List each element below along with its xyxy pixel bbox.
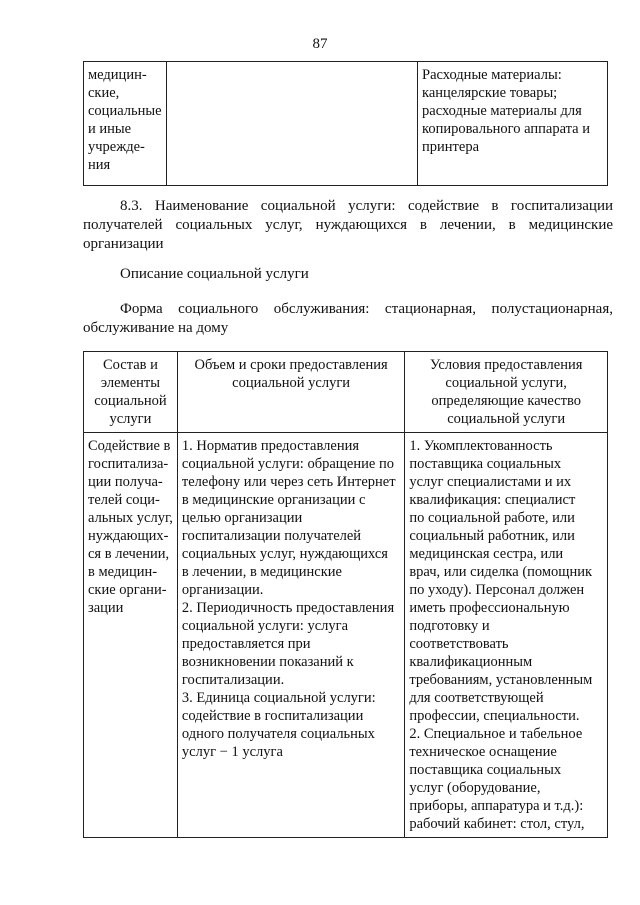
service-form <box>83 300 613 338</box>
cell-line: зации <box>88 600 124 616</box>
cell-line: предоставляется при <box>181 636 311 652</box>
cell-line: организации. <box>181 582 264 598</box>
cell-line: госпитализации. <box>181 672 285 688</box>
cell-line: ские, <box>88 85 120 101</box>
page-number: 87 <box>312 36 328 52</box>
table-cell <box>418 62 608 186</box>
cell-line: квалификация: специалист <box>409 492 576 508</box>
cell-line: квалификационным <box>409 654 533 670</box>
table-header-row <box>84 352 608 433</box>
cell-line: в медицинские организации с <box>181 492 366 508</box>
header-line: социальной услуги <box>232 375 351 391</box>
cell-volume <box>177 433 404 838</box>
header-cell-conditions <box>405 352 608 433</box>
cell-line: копировального аппарата и <box>422 121 590 137</box>
header-line: элементы <box>100 375 160 391</box>
cell-line: возникновении показаний к <box>181 654 354 670</box>
cell-line: профессии, специальности. <box>409 708 580 724</box>
section-heading <box>83 197 613 254</box>
cell-line: социальных услуг, нуждающихся <box>181 546 388 562</box>
header-line: социальной услуги <box>447 411 566 427</box>
cell-line: социальный работник, или <box>409 528 575 544</box>
cell-line: госпитализации получателей <box>181 528 362 544</box>
cell-line: 2. Периодичность предоставления <box>181 600 395 616</box>
cell-line: по уходу). Персонал должен <box>409 582 585 598</box>
header-line: Состав и <box>103 357 158 373</box>
cell-line: медицин- <box>88 67 147 83</box>
service-table <box>83 351 608 838</box>
cell-line: содействие в госпитализации <box>181 708 364 724</box>
table-cell-empty <box>166 62 417 186</box>
cell-line: услуг специалистами и их <box>409 474 572 490</box>
cell-line: принтера <box>422 139 480 155</box>
cell-line: телей соци- <box>88 492 160 508</box>
cell-line: услуг − 1 услуга <box>181 744 283 760</box>
cell-line: иметь профессиональную <box>409 600 570 616</box>
cell-line: 3. Единица социальной услуги: <box>181 690 376 706</box>
heading-line: получателей социальных услуг, нуждающихся в лечении, в медицинские <box>83 217 613 233</box>
cell-line: ния <box>88 157 111 173</box>
cell-line: рабочий кабинет: стол, стул, <box>409 816 585 832</box>
cell-line: госпитализа- <box>88 456 169 472</box>
heading-line: 8.3. Наименование социальной услуги: содействие в госпитализации <box>120 198 613 214</box>
cell-line: 1. Укомплектованность <box>409 438 553 454</box>
cell-line: в медицин- <box>88 564 158 580</box>
cell-line: по социальной работе, или <box>409 510 575 526</box>
cell-line: ции получа- <box>88 474 163 490</box>
cell-line: врач, или сиделка (помощник <box>409 564 593 580</box>
cell-line: в лечении, в медицинские <box>181 564 342 580</box>
cell-line: одного получателя социальных <box>181 726 375 742</box>
cell-line: техническое оснащение <box>409 744 557 760</box>
cell-line: поставщика социальных <box>409 456 562 472</box>
form-line: Форма социального обслуживания: стационарная, полустационарная, <box>120 301 613 317</box>
cell-line: 2. Специальное и табельное <box>409 726 583 742</box>
cell-composition <box>84 433 178 838</box>
cell-line: соответствовать <box>409 636 509 652</box>
header-line: социальной услуги, <box>445 375 567 391</box>
continuation-table <box>83 61 608 186</box>
cell-line: канцелярские товары; <box>422 85 558 101</box>
cell-line: подготовку и <box>409 618 490 634</box>
description-label: Описание социальной услуги <box>120 266 309 282</box>
cell-line: целью организации <box>181 510 303 526</box>
table-cell <box>84 62 167 186</box>
header-line: определяющие качество <box>431 393 581 409</box>
cell-line: ские органи- <box>88 582 167 598</box>
cell-line: 1. Норматив предоставления <box>181 438 360 454</box>
table-row <box>84 433 608 838</box>
header-line: Объем и сроки предоставления <box>194 357 388 373</box>
cell-line: для соответствующей <box>409 690 544 706</box>
cell-line: ся в лечении, <box>88 546 170 562</box>
cell-line: социальной услуги: обращение по <box>181 456 394 472</box>
cell-line: телефону или через сеть Интернет <box>181 474 396 490</box>
cell-line: нуждающих- <box>88 528 169 544</box>
cell-line: требованиям, установленным <box>409 672 593 688</box>
heading-line: организации <box>83 236 164 252</box>
cell-line: поставщика социальных <box>409 762 562 778</box>
cell-line: расходные материалы для <box>422 103 582 119</box>
form-line: обслуживание на дому <box>83 320 229 336</box>
header-line: социальной <box>94 393 167 409</box>
cell-line: социальной услуги: услуга <box>181 618 349 634</box>
table-row <box>84 62 608 186</box>
cell-line: приборы, аппаратура и т.д.): <box>409 798 584 814</box>
header-cell-volume <box>177 352 404 433</box>
cell-line: Расходные материалы: <box>422 67 562 83</box>
cell-line: альных услуг, <box>88 510 173 526</box>
cell-line: учрежде- <box>88 139 145 155</box>
header-cell-composition <box>84 352 178 433</box>
cell-line: социальные <box>88 103 162 119</box>
cell-line: услуг (оборудование, <box>409 780 541 796</box>
header-line: Условия предоставления <box>429 357 583 373</box>
cell-line: и иные <box>88 121 132 137</box>
cell-line: медицинская сестра, или <box>409 546 564 562</box>
header-line: услуги <box>109 411 152 427</box>
cell-line: Содействие в <box>88 438 171 454</box>
cell-conditions <box>405 433 608 838</box>
